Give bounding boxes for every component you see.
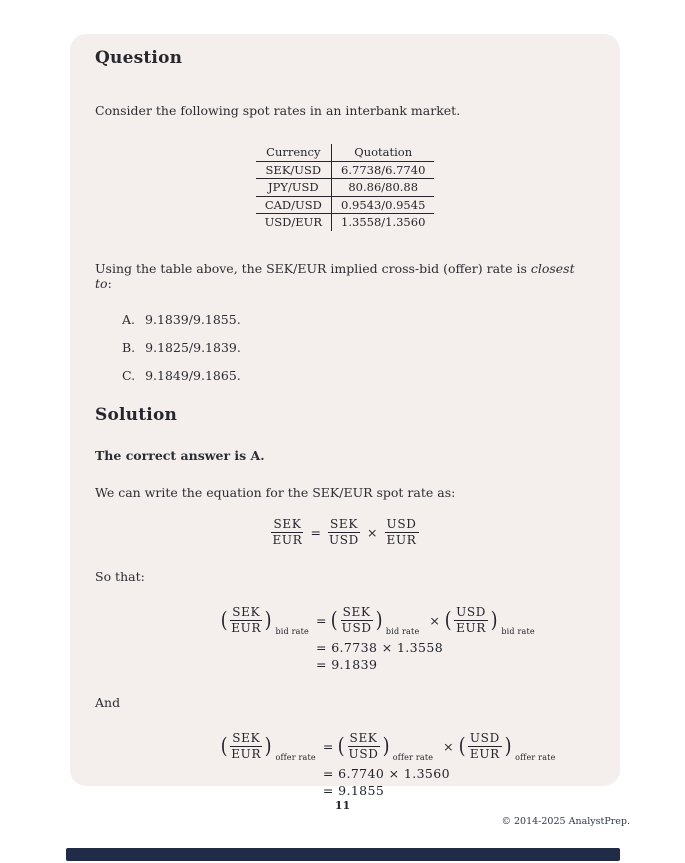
question-heading: Question (95, 48, 183, 68)
right-paren: ) (490, 608, 498, 632)
rates-table (256, 144, 435, 231)
fraction-sek-eur: $\frac{\text{SEK}}{\text{EUR}}$ (272, 516, 303, 547)
bid-rate-subscript: bid rate (501, 627, 535, 636)
left-paren: ( (444, 608, 452, 632)
question-text-colon: : (107, 275, 112, 291)
offer-line-1 (323, 729, 556, 765)
equals-sign: = (322, 739, 334, 754)
left-paren: ( (337, 734, 345, 758)
intro-text: Consider the following spot rates in an interbank market. (95, 103, 461, 118)
table-row (256, 161, 435, 179)
times-sign: × (429, 613, 440, 628)
solution-intro: We can write the equation for the SEK/EUR spot rate as: (95, 484, 456, 500)
fraction-usd-eur: $\frac{\text{USD}}{\text{EUR}}$ (456, 605, 487, 635)
choice-letter: A. (122, 311, 136, 327)
currency-pair: USD/EUR (256, 214, 332, 231)
offer-rate-subscript: offer rate (392, 753, 434, 762)
choice-letter: B. (122, 339, 136, 355)
offer-rhs (323, 729, 556, 799)
quotation-value: 80.86/80.88 (348, 180, 419, 194)
table-header-currency: Currency (256, 144, 332, 161)
bid-rhs (316, 603, 535, 673)
left-paren: ( (331, 608, 339, 632)
table-row (256, 196, 435, 214)
choice-b (122, 341, 595, 355)
fraction-usd-eur: $\frac{\text{USD}}{\text{EUR}}$ (386, 516, 417, 547)
bid-rate-subscript: bid rate (385, 627, 420, 636)
correct-answer: The correct answer is A. (95, 447, 265, 463)
bid-lhs (220, 603, 309, 639)
currency-pair: SEK/USD (256, 161, 332, 179)
fraction-usd-eur: $\frac{\text{USD}}{\text{EUR}}$ (469, 731, 500, 761)
fraction-sek-usd: $\frac{\text{SEK}}{\text{USD}}$ (341, 605, 372, 635)
table-row (256, 179, 435, 197)
quotation-value: 1.3558/1.3560 (341, 215, 426, 229)
fraction-sek-usd: $\frac{\text{SEK}}{\text{USD}}$ (328, 516, 360, 547)
offer-lhs (220, 729, 316, 765)
so-that-label: So that: (95, 568, 145, 584)
choice-text: 9.1839/9.1855. (145, 311, 241, 327)
bid-rate-derivation (220, 603, 595, 673)
fraction-sek-eur: $\frac{\text{SEK}}{\text{EUR}}$ (231, 605, 262, 635)
right-paren: ) (382, 734, 390, 758)
question-text-emphasis: closest to (95, 260, 575, 291)
right-paren: ) (264, 734, 272, 758)
copyright-text: © 2014-2025 AnalystPrep. (501, 816, 630, 827)
choice-text: 9.1825/9.1839. (145, 339, 241, 355)
bid-rate-subscript: bid rate (275, 627, 309, 636)
left-paren: ( (220, 734, 228, 758)
bid-line-2: = 6.7738 × 1.3558 (315, 639, 444, 655)
table-header-row (256, 144, 435, 161)
solution-heading: Solution (95, 404, 178, 425)
offer-rate-subscript: offer rate (515, 753, 556, 762)
right-paren: ) (504, 734, 512, 758)
question-card (70, 34, 620, 798)
times-sign: × (367, 524, 378, 540)
quotation-value: 0.9543/0.9545 (341, 197, 426, 212)
right-paren: ) (264, 608, 272, 632)
choices-list (122, 313, 595, 383)
question-text (95, 261, 595, 291)
bottom-bar (66, 848, 620, 861)
offer-line-3: = 9.1855 (322, 782, 385, 798)
bid-line-3: = 9.1839 (315, 656, 378, 672)
table-header-quotation: Quotation (354, 145, 413, 159)
choice-c (122, 369, 595, 383)
fraction-sek-usd: $\frac{\text{SEK}}{\text{USD}}$ (348, 731, 379, 761)
equals-sign: = (315, 613, 327, 628)
page-number: 11 (334, 799, 351, 812)
fraction-sek-eur: $\frac{\text{SEK}}{\text{EUR}}$ (231, 731, 262, 761)
currency-pair: JPY/USD (256, 179, 332, 197)
left-paren: ( (458, 734, 466, 758)
equals-sign: = (310, 524, 321, 540)
bid-line-1 (316, 603, 535, 639)
table-row (256, 214, 435, 231)
choice-a (122, 313, 595, 327)
offer-rate-derivation (220, 729, 595, 799)
left-paren: ( (220, 608, 228, 632)
quotation-value: 6.7738/6.7740 (341, 162, 426, 177)
question-text-lead: Using the table above, the SEK/EUR implied cross-bid (offer) rate is (95, 260, 531, 276)
choice-text: 9.1849/9.1865. (145, 367, 241, 383)
choice-letter: C. (122, 367, 136, 383)
spot-rate-equation (95, 518, 595, 547)
currency-pair: CAD/USD (256, 196, 332, 214)
right-paren: ) (375, 608, 383, 632)
offer-line-2: = 6.7740 × 1.3560 (322, 765, 450, 781)
times-sign: × (443, 739, 454, 754)
and-label: And (95, 694, 121, 710)
offer-rate-subscript: offer rate (275, 753, 316, 762)
